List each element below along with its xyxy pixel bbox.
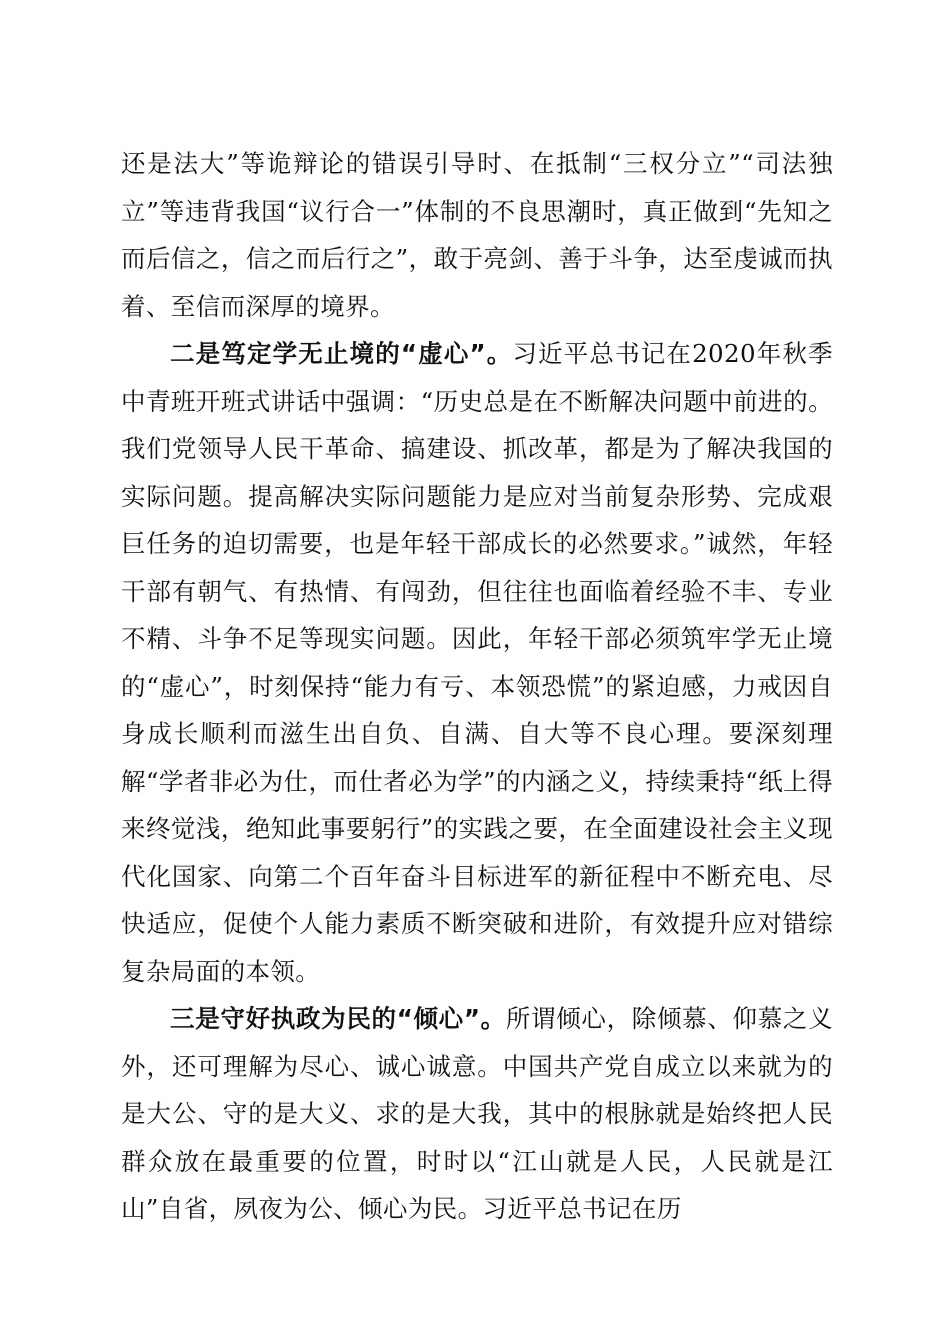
paragraph-text: 所谓倾心，除倾慕、仰慕之义外，还可理解为尽心、诚心诚意。中国共产党自成立以来就为的是大公、守的是大义、求的是大我，其中的根脉就是始终把人民群众放在最重要的位置，时时以“江山就是人民，人民就是江山”自省，夙夜为公、倾心为民。习近平总书记在历	[121, 1004, 833, 1223]
paragraph-continuation	[121, 140, 833, 330]
paragraph-heading: 二是笃定学无止境的“虚心”。	[170, 339, 513, 368]
paragraph-text: 习近平总书记在2020年秋季中青班开班式讲话中强调：“历史总是在不断解决问题中前进的。我们党领导人民干革命、搞建设、抓改革，都是为了解决我国的实际问题。提高解决实际问题能力是应对当前复杂形势、完成艰巨任务的迫切需要，也是年轻干部成长的必然要求。”诚然，年轻干部有朝气、有热情、有闯劲，但往往也面临着经验不丰、专业不精、斗争不足等现实问题。因此，年轻干部必须筑牢学无止境的“虚心”，时刻保持“能力有亏、本领恐慌”的紧迫感，力戒因自身成长顺利而滋生出自负、自满、自大等不良心理。要深刻理解“学者非必为仕，而仕者必为学”的内涵之义，持续秉持“纸上得来终觉浅，绝知此事要躬行”的实践之要，在全面建设社会主义现代化国家、向第二个百年奋斗目标进军的新征程中不断充电、尽快适应，促使个人能力素质不断突破和进阶，有效提升应对错综复杂局面的本领。	[121, 339, 834, 986]
paragraph-third-point	[121, 995, 833, 1233]
paragraph-heading: 三是守好执政为民的“倾心”。	[170, 1004, 506, 1033]
document-body	[121, 140, 833, 1233]
paragraph-text: 还是法大”等诡辩论的错误引导时、在抵制“三权分立”“司法独立”等违背我国“议行合一”体制的不良思潮时，真正做到“先知之而后信之，信之而后行之”，敢于亮剑、善于斗争，达至虔诚而执着、至信而深厚的境界。	[121, 149, 833, 321]
paragraph-second-point	[121, 330, 833, 995]
